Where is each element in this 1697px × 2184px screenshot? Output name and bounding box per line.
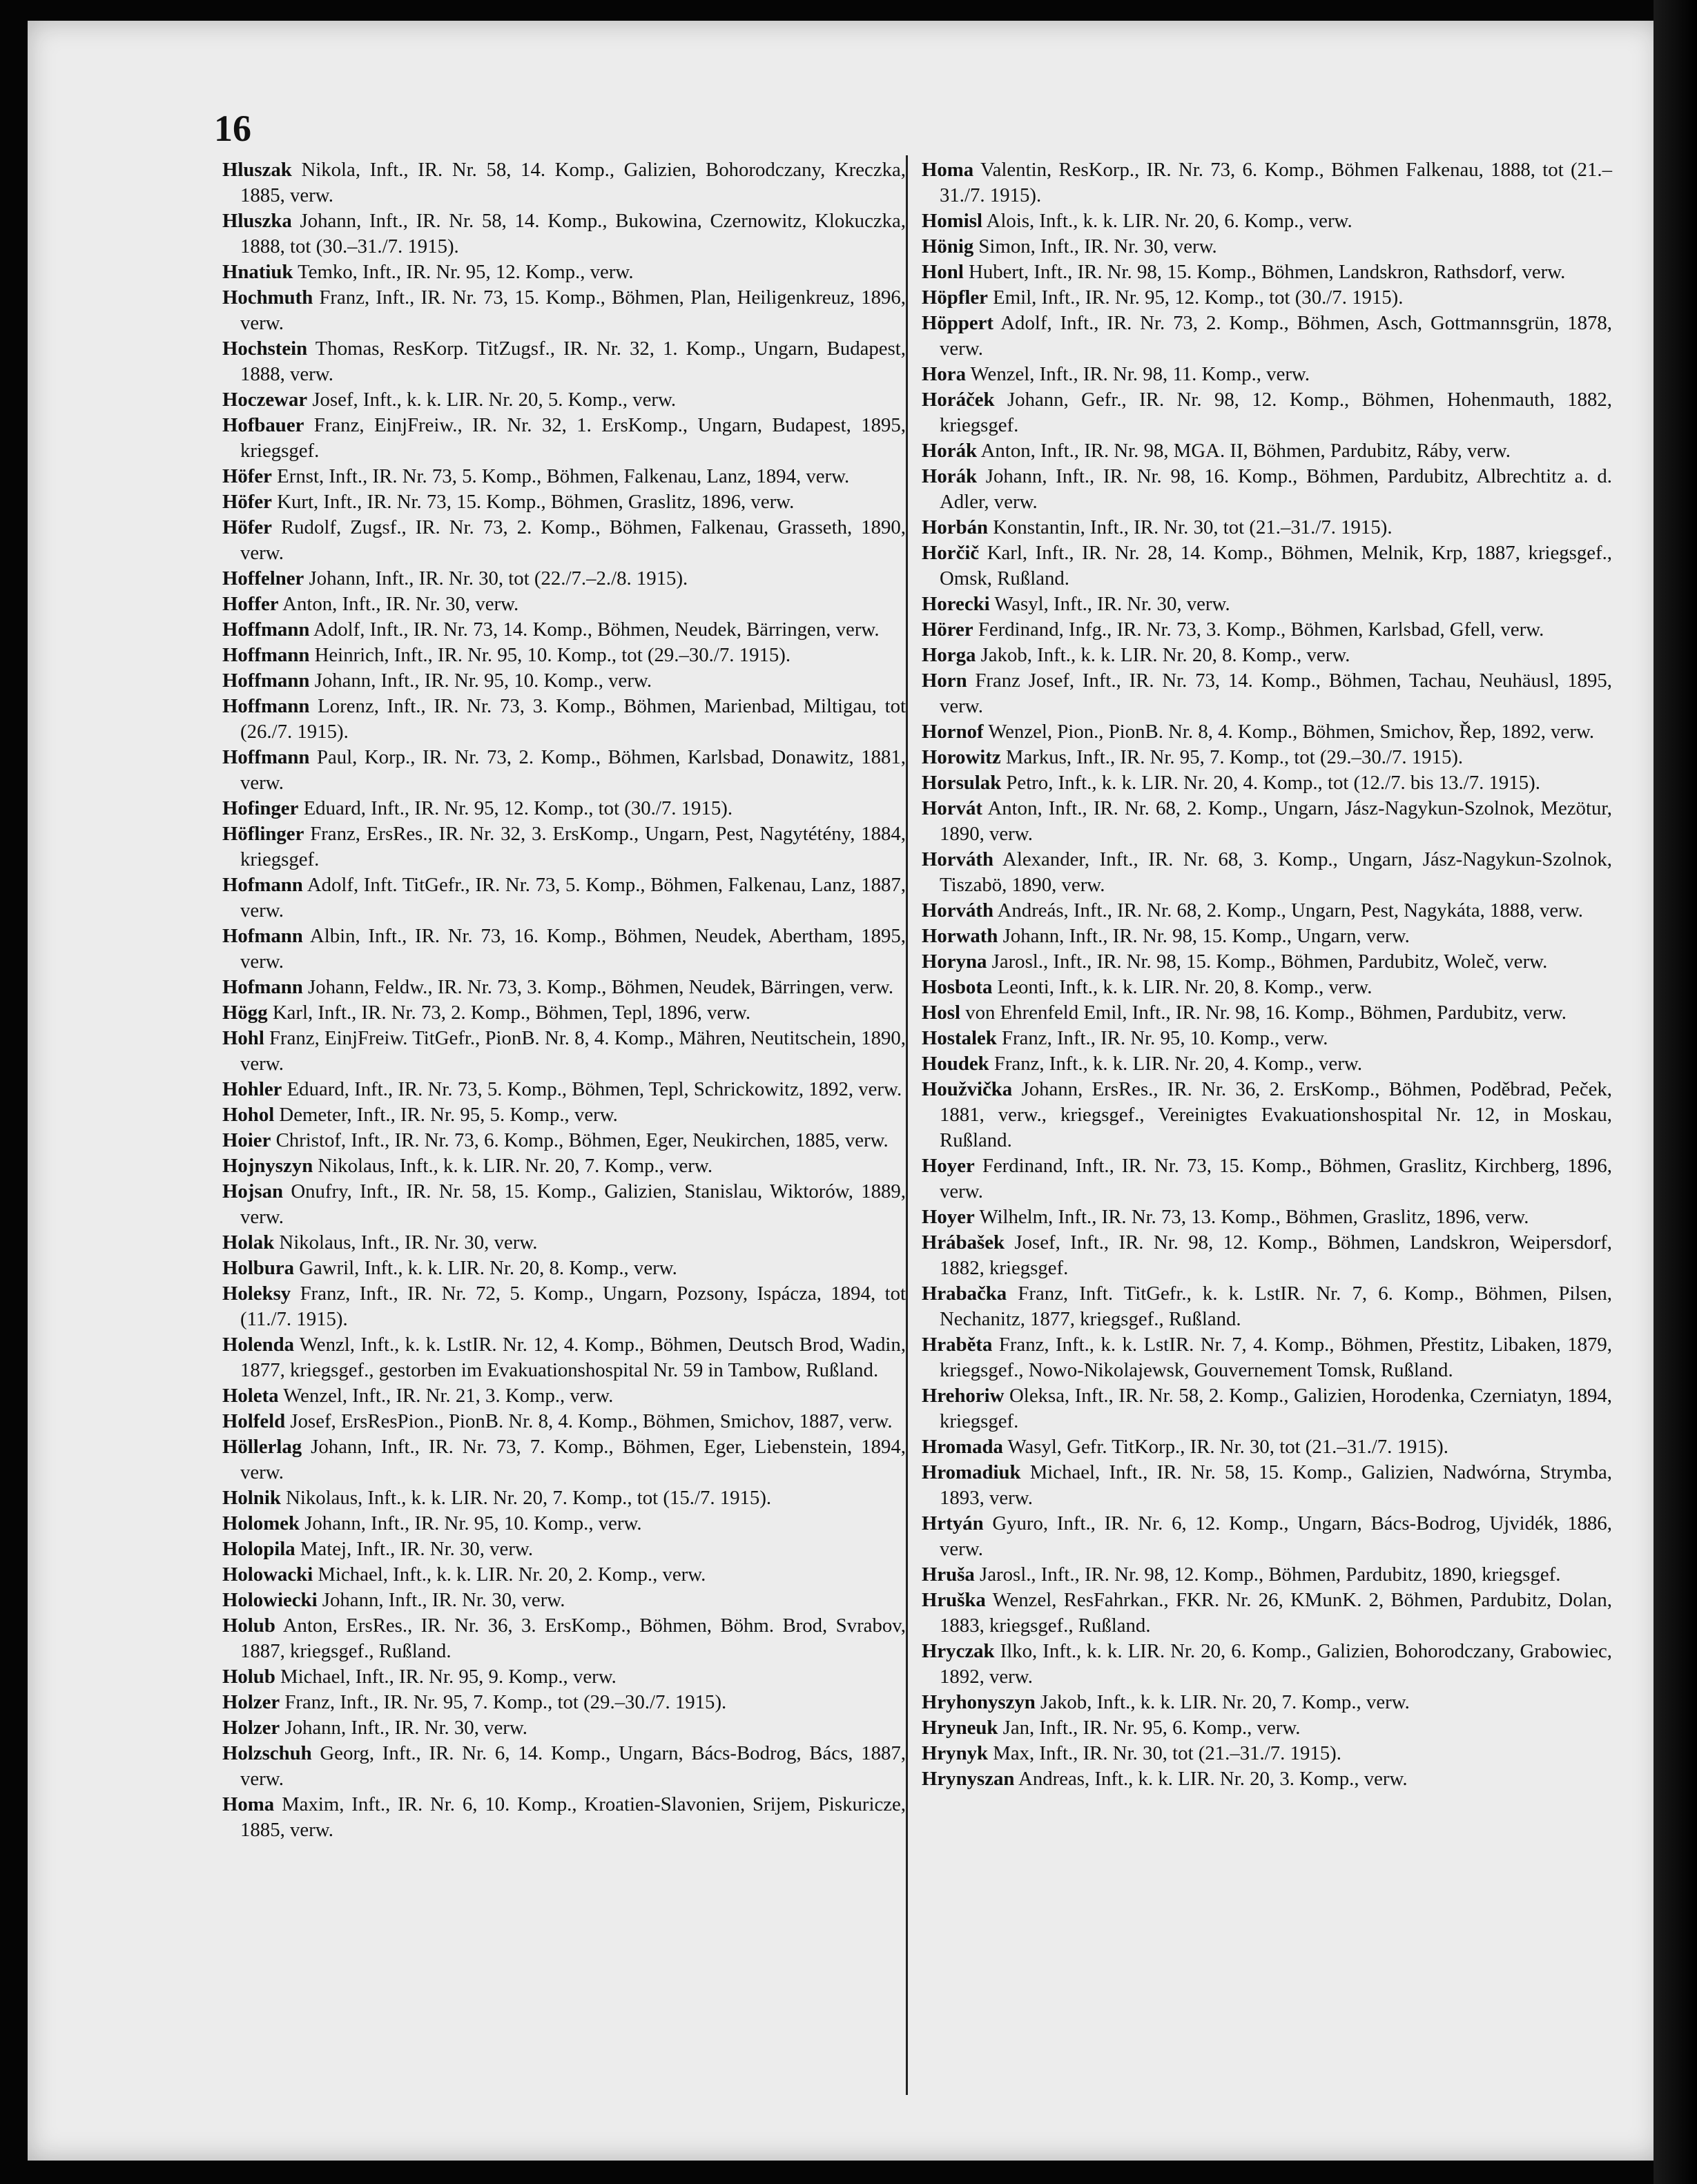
entry-surname: Holbura	[222, 1257, 295, 1279]
entry-details: Wasyl, Gefr. TitKorp., IR. Nr. 30, tot (21.–31./7. 1915).	[1007, 1436, 1448, 1458]
roster-entry	[922, 1460, 1612, 1511]
entry-surname: Horowitz	[922, 746, 1001, 768]
entry-details: Kurt, Inft., IR. Nr. 73, 15. Komp., Böhmen, Graslitz, 1896, verw.	[277, 491, 795, 513]
roster-entry	[922, 1051, 1612, 1077]
entry-surname: Horváth	[922, 848, 993, 870]
entry-details: Josef, Inft., IR. Nr. 98, 12. Komp., Böhmen, Landskron, Weipersdorf, 1882, kriegsgef.	[940, 1231, 1612, 1279]
entry-details: Alexander, Inft., IR. Nr. 68, 3. Komp., Ungarn, Jász-Nagykun-Szolnok, Tiszabö, 1890, verw.	[940, 848, 1612, 896]
roster-entry	[922, 1588, 1612, 1639]
roster-entry	[922, 1511, 1612, 1562]
entry-surname: Hruška	[922, 1589, 986, 1611]
roster-entry	[222, 1256, 906, 1281]
roster-entry	[922, 592, 1612, 617]
roster-entry	[222, 872, 906, 924]
entry-details: Rudolf, Zugsf., IR. Nr. 73, 2. Komp., Böhmen, Falkenau, Grasseth, 1890, verw.	[240, 516, 906, 564]
entry-details: Gawril, Inft., k. k. LIR. Nr. 20, 8. Komp., verw.	[299, 1257, 677, 1279]
entry-surname: Horvát	[922, 797, 982, 819]
entry-surname: Hostalek	[922, 1027, 997, 1049]
roster-entry	[922, 1332, 1612, 1383]
roster-entry	[922, 285, 1612, 311]
roster-entry	[922, 949, 1612, 975]
entry-details: Wenzel, Inft., IR. Nr. 98, 11. Komp., verw.	[970, 363, 1310, 385]
entry-surname: Holopila	[222, 1538, 295, 1560]
roster-entry	[922, 643, 1612, 668]
entry-details: Nikolaus, Inft., k. k. LIR. Nr. 20, 7. Komp., verw.	[318, 1155, 713, 1177]
roster-entry	[222, 821, 906, 872]
entry-details: Simon, Inft., IR. Nr. 30, verw.	[978, 235, 1217, 257]
entry-details: Emil, Inft., IR. Nr. 95, 12. Komp., tot (30./7. 1915).	[993, 286, 1404, 309]
entry-surname: Hrehoriw	[922, 1385, 1005, 1407]
entry-details: Franz, ErsRes., IR. Nr. 32, 3. ErsKomp., Ungarn, Pest, Nagytétény, 1884, kriegsgef.	[240, 823, 906, 870]
roster-entry	[922, 1434, 1612, 1460]
entry-details: von Ehrenfeld Emil, Inft., IR. Nr. 98, 16. Komp., Böhmen, Pardubitz, verw.	[965, 1002, 1567, 1024]
entry-details: Wenzel, ResFahrkan., FKR. Nr. 26, KMunK. 2, Böhmen, Pardubitz, Dolan, 1883, kriegsgef., Rußland.	[940, 1589, 1612, 1637]
entry-details: Johann, Inft., IR. Nr. 30, verw.	[322, 1589, 565, 1611]
roster-entry	[922, 387, 1612, 438]
roster-entry	[922, 668, 1612, 719]
roster-entry	[222, 1588, 906, 1613]
roster-entry	[222, 1128, 906, 1153]
roster-entry	[222, 1230, 906, 1256]
entry-surname: Hrábašek	[922, 1231, 1005, 1254]
entry-surname: Hoffmann	[222, 695, 310, 717]
entry-details: Nikolaus, Inft., k. k. LIR. Nr. 20, 7. Komp., tot (15./7. 1915).	[286, 1487, 772, 1509]
entry-details: Johann, Inft., IR. Nr. 58, 14. Komp., Bukowina, Czernowitz, Klokuczka, 1888, tot (30.–31./7. 1915).	[240, 210, 906, 257]
entry-details: Valentin, ResKorp., IR. Nr. 73, 6. Komp., Böhmen Falkenau, 1888, tot (21.–31./7. 1915).	[940, 159, 1612, 206]
roster-entry	[222, 1000, 906, 1026]
entry-details: Wenzel, Inft., IR. Nr. 21, 3. Komp., verw.	[283, 1385, 614, 1407]
roster-entry	[922, 208, 1612, 234]
roster-entry	[222, 1613, 906, 1664]
entry-details: Andreás, Inft., IR. Nr. 68, 2. Komp., Ungarn, Pest, Nagykáta, 1888, verw.	[997, 899, 1583, 922]
entry-surname: Hoffmann	[222, 644, 310, 666]
entry-details: Josef, Inft., k. k. LIR. Nr. 20, 5. Komp., verw.	[312, 389, 677, 411]
entry-details: Johann, ErsRes., IR. Nr. 36, 2. ErsKomp., Böhmen, Poděbrad, Peček, 1881, verw., kriegsgef., Vereinigtes Evakuationshospital Nr. 12, in Moskau, Rußland.	[940, 1078, 1612, 1151]
entry-details: Franz, Inft. TitGefr., k. k. LstIR. Nr. 7, 6. Komp., Böhmen, Pilsen, Nechanitz, 1877, kriegsgef., Rußland.	[940, 1283, 1612, 1330]
entry-surname: Hofinger	[222, 797, 299, 819]
roster-entry	[922, 540, 1612, 592]
roster-entry	[922, 1026, 1612, 1051]
entry-surname: Hoffer	[222, 593, 279, 615]
entry-surname: Hryhonyszyn	[922, 1691, 1036, 1713]
entry-details: Adolf, Inft. TitGefr., IR. Nr. 73, 5. Komp., Böhmen, Falkenau, Lanz, 1887, verw.	[240, 874, 906, 922]
entry-details: Jakob, Inft., k. k. LIR. Nr. 20, 8. Komp., verw.	[980, 644, 1350, 666]
roster-entry	[222, 975, 906, 1000]
entry-details: Ernst, Inft., IR. Nr. 73, 5. Komp., Böhmen, Falkenau, Lanz, 1894, verw.	[277, 465, 850, 487]
entry-details: Johann, Inft., IR. Nr. 98, 15. Komp., Ungarn, verw.	[1002, 925, 1410, 947]
column-divider	[906, 155, 908, 2095]
entry-surname: Hrabačka	[922, 1283, 1007, 1305]
entry-details: Jarosl., Inft., IR. Nr. 98, 12. Komp., Böhmen, Pardubitz, 1890, kriegsgef.	[980, 1563, 1561, 1586]
entry-details: Wasyl, Inft., IR. Nr. 30, verw.	[994, 593, 1230, 615]
entry-details: Temko, Inft., IR. Nr. 95, 12. Komp., verw.	[298, 261, 634, 283]
entry-details: Franz, Inft., IR. Nr. 72, 5. Komp., Ungarn, Pozsony, Ispácza, 1894, tot (11./7. 1915).	[240, 1283, 906, 1330]
roster-entry	[222, 668, 906, 694]
entry-details: Ferdinand, Infg., IR. Nr. 73, 3. Komp., Böhmen, Karlsbad, Gfell, verw.	[978, 618, 1544, 641]
entry-surname: Holenda	[222, 1334, 295, 1356]
entry-details: Wenzel, Pion., PionB. Nr. 8, 4. Komp., Böhmen, Smichov, Řep, 1892, verw.	[988, 721, 1595, 743]
roster-entry	[222, 260, 906, 285]
entry-surname: Hofmann	[222, 874, 303, 896]
entry-surname: Hryczak	[922, 1640, 995, 1662]
right-column	[922, 157, 1612, 1792]
roster-entry	[222, 515, 906, 566]
entry-details: Nikolaus, Inft., IR. Nr. 30, verw.	[279, 1231, 538, 1254]
entry-details: Paul, Korp., IR. Nr. 73, 2. Komp., Böhmen, Karlsbad, Donawitz, 1881, verw.	[240, 746, 906, 794]
roster-entry	[222, 413, 906, 464]
entry-details: Franz Josef, Inft., IR. Nr. 73, 14. Komp., Böhmen, Tachau, Neuhäusl, 1895, verw.	[940, 670, 1612, 717]
entry-details: Jakob, Inft., k. k. LIR. Nr. 20, 7. Komp., verw.	[1040, 1691, 1410, 1713]
roster-entry	[222, 336, 906, 387]
roster-entry	[922, 1715, 1612, 1741]
entry-surname: Holak	[222, 1231, 275, 1254]
entry-surname: Hornof	[922, 721, 984, 743]
entry-details: Jan, Inft., IR. Nr. 95, 6. Komp., verw.	[1002, 1717, 1301, 1739]
entry-details: Johann, Inft., IR. Nr. 73, 7. Komp., Böhmen, Eger, Liebenstein, 1894, verw.	[240, 1436, 906, 1483]
roster-entry	[922, 898, 1612, 924]
entry-surname: Horsulak	[922, 772, 1002, 794]
entry-details: Albin, Inft., IR. Nr. 73, 16. Komp., Böhmen, Neudek, Abertham, 1895, verw.	[240, 925, 906, 973]
entry-surname: Holeksy	[222, 1283, 291, 1305]
entry-details: Christof, Inft., IR. Nr. 73, 6. Komp., Böhmen, Eger, Neukirchen, 1885, verw.	[275, 1129, 889, 1151]
entry-surname: Holeta	[222, 1385, 279, 1407]
entry-details: Johann, Inft., IR. Nr. 95, 10. Komp., verw.	[304, 1512, 642, 1534]
roster-entry	[222, 1537, 906, 1562]
entry-details: Josef, ErsResPion., PionB. Nr. 8, 4. Komp., Böhmen, Smichov, 1887, verw.	[290, 1410, 893, 1432]
entry-surname: Hosl	[922, 1002, 961, 1024]
roster-entry	[222, 1179, 906, 1230]
roster-entry	[922, 1639, 1612, 1690]
entry-surname: Höfer	[222, 516, 272, 538]
entry-details: Eduard, Inft., IR. Nr. 73, 5. Komp., Böhmen, Tepl, Schrickowitz, 1892, verw.	[287, 1078, 902, 1100]
entry-details: Karl, Inft., IR. Nr. 28, 14. Komp., Böhmen, Melnik, Krp, 1887, kriegsgef., Omsk, Rußland.	[940, 542, 1612, 589]
entry-surname: Holzschuh	[222, 1742, 312, 1764]
entry-surname: Hrynyk	[922, 1742, 989, 1764]
entry-details: Hubert, Inft., IR. Nr. 98, 15. Komp., Böhmen, Landskron, Rathsdorf, verw.	[969, 261, 1566, 283]
entry-surname: Holfeld	[222, 1410, 286, 1432]
entry-surname: Hojsan	[222, 1180, 284, 1202]
roster-entry	[222, 1153, 906, 1179]
entry-details: Konstantin, Inft., IR. Nr. 30, tot (21.–31./7. 1915).	[993, 516, 1393, 538]
entry-surname: Höflinger	[222, 823, 304, 845]
roster-entry	[922, 1383, 1612, 1434]
roster-entry	[922, 1766, 1612, 1792]
roster-entry	[222, 489, 906, 515]
entry-details: Petro, Inft., k. k. LIR. Nr. 20, 4. Komp., tot (12./7. bis 13./7. 1915).	[1006, 772, 1540, 794]
entry-details: Demeter, Inft., IR. Nr. 95, 5. Komp., verw.	[279, 1104, 618, 1126]
entry-details: Franz, EinjFreiw., IR. Nr. 32, 1. ErsKomp., Ungarn, Budapest, 1895, kriegsgef.	[240, 414, 906, 462]
entry-surname: Horbán	[922, 516, 989, 538]
entry-surname: Horák	[922, 440, 977, 462]
roster-entry	[922, 1281, 1612, 1332]
roster-entry	[222, 1434, 906, 1485]
entry-surname: Horn	[922, 670, 967, 692]
roster-entry	[222, 796, 906, 821]
roster-entry	[222, 566, 906, 592]
entry-details: Franz, Inft., k. k. LIR. Nr. 20, 4. Komp., verw.	[993, 1053, 1363, 1075]
entry-surname: Holowiecki	[222, 1589, 318, 1611]
entry-surname: Horváth	[922, 899, 993, 922]
entry-details: Markus, Inft., IR. Nr. 95, 7. Komp., tot (29.–30./7. 1915).	[1005, 746, 1464, 768]
entry-surname: Hromadiuk	[922, 1461, 1021, 1483]
entry-surname: Horčič	[922, 542, 980, 564]
roster-entry	[922, 770, 1612, 796]
roster-entry	[222, 592, 906, 617]
roster-entry	[222, 285, 906, 336]
page-edge-shadow	[1654, 0, 1697, 2184]
entry-surname: Hraběta	[922, 1334, 993, 1356]
entry-surname: Hoczewar	[222, 389, 308, 411]
entry-details: Michael, Inft., IR. Nr. 95, 9. Komp., verw.	[280, 1666, 617, 1688]
entry-details: Franz, Inft., k. k. LstIR. Nr. 7, 4. Komp., Böhmen, Přestitz, Libaken, 1879, kriegsgef., Nowo-Nikolajewsk, Gouvernement Tomsk, Rußland.	[940, 1334, 1612, 1381]
entry-surname: Hoffmann	[222, 618, 310, 641]
entry-details: Michael, Inft., k. k. LIR. Nr. 20, 2. Komp., verw.	[318, 1563, 706, 1586]
roster-entry	[222, 387, 906, 413]
entry-details: Johann, Inft., IR. Nr. 95, 10. Komp., verw.	[314, 670, 652, 692]
entry-details: Maxim, Inft., IR. Nr. 6, 10. Komp., Kroatien-Slavonien, Srijem, Piskuricze, 1885, verw.	[240, 1793, 906, 1841]
roster-entry	[222, 1332, 906, 1383]
entry-surname: Hochstein	[222, 338, 308, 360]
roster-entry	[222, 694, 906, 745]
entry-surname: Horyna	[922, 950, 987, 973]
entry-details: Onufry, Inft., IR. Nr. 58, 15. Komp., Galizien, Stanislau, Wiktorów, 1889, verw.	[240, 1180, 906, 1228]
roster-entry	[222, 924, 906, 975]
entry-details: Johann, Inft., IR. Nr. 30, verw.	[284, 1717, 527, 1739]
entry-surname: Holub	[222, 1615, 275, 1637]
entry-surname: Höfer	[222, 491, 272, 513]
roster-entry	[922, 1000, 1612, 1026]
roster-entry	[922, 1741, 1612, 1766]
roster-entry	[922, 1205, 1612, 1230]
entry-surname: Houdek	[922, 1053, 989, 1075]
roster-entry	[222, 1664, 906, 1690]
entry-surname: Hojnyszyn	[222, 1155, 313, 1177]
roster-entry	[922, 719, 1612, 745]
roster-entry	[922, 1230, 1612, 1281]
entry-details: Adolf, Inft., IR. Nr. 73, 14. Komp., Böhmen, Neudek, Bärringen, verw.	[313, 618, 880, 641]
entry-surname: Hochmuth	[222, 286, 313, 309]
entry-surname: Holowacki	[222, 1563, 313, 1586]
roster-entry	[222, 1690, 906, 1715]
entry-surname: Hohler	[222, 1078, 282, 1100]
entry-surname: Hora	[922, 363, 966, 385]
entry-surname: Högg	[222, 1002, 268, 1024]
entry-details: Anton, Inft., IR. Nr. 30, verw.	[282, 593, 519, 615]
roster-entry	[222, 1741, 906, 1792]
roster-entry	[922, 617, 1612, 643]
entry-details: Gyuro, Inft., IR. Nr. 6, 12. Komp., Ungarn, Bács-Bodrog, Ujvidék, 1886, verw.	[940, 1512, 1612, 1560]
entry-surname: Homa	[922, 159, 974, 181]
entry-surname: Hohol	[222, 1104, 275, 1126]
roster-entry	[922, 260, 1612, 285]
entry-details: Johann, Feldw., IR. Nr. 73, 3. Komp., Böhmen, Neudek, Bärringen, verw.	[308, 976, 894, 998]
entry-surname: Hosbota	[922, 976, 993, 998]
roster-entry	[922, 1562, 1612, 1588]
entry-surname: Höppert	[922, 312, 993, 334]
entry-details: Anton, Inft., IR. Nr. 68, 2. Komp., Ungarn, Jász-Nagykun-Szolnok, Mezötur, 1890, verw.	[940, 797, 1612, 845]
entry-surname: Hofmann	[222, 976, 303, 998]
entry-surname: Horák	[922, 465, 977, 487]
entry-details: Alois, Inft., k. k. LIR. Nr. 20, 6. Komp., verw.	[986, 210, 1352, 232]
entry-details: Franz, Inft., IR. Nr. 95, 7. Komp., tot (29.–30./7. 1915).	[284, 1691, 727, 1713]
roster-entry	[222, 617, 906, 643]
entry-details: Lorenz, Inft., IR. Nr. 73, 3. Komp., Böhmen, Marienbad, Miltigau, tot (26./7. 1915).	[240, 695, 906, 743]
entry-surname: Hönig	[922, 235, 974, 257]
entry-surname: Homisl	[922, 210, 982, 232]
roster-entry	[222, 157, 906, 208]
roster-entry	[222, 643, 906, 668]
entry-surname: Horecki	[922, 593, 990, 615]
roster-entry	[222, 1383, 906, 1409]
entry-details: Franz, Inft., IR. Nr. 73, 15. Komp., Böhmen, Plan, Heiligenkreuz, 1896, verw.	[240, 286, 906, 334]
roster-entry	[222, 464, 906, 489]
roster-entry	[922, 438, 1612, 464]
entry-surname: Hnatiuk	[222, 261, 293, 283]
entry-details: Andreas, Inft., k. k. LIR. Nr. 20, 3. Komp., verw.	[1018, 1768, 1408, 1790]
entry-surname: Holomek	[222, 1512, 300, 1534]
entry-surname: Hoier	[222, 1129, 271, 1151]
entry-details: Nikola, Inft., IR. Nr. 58, 14. Komp., Galizien, Bohorodczany, Kreczka, 1885, verw.	[240, 159, 906, 206]
roster-entry	[222, 1281, 906, 1332]
entry-surname: Hofmann	[222, 925, 303, 947]
roster-entry	[222, 1077, 906, 1102]
roster-entry	[222, 1485, 906, 1511]
left-column	[222, 157, 906, 1843]
entry-surname: Hoffmann	[222, 670, 310, 692]
entry-surname: Holzer	[222, 1717, 280, 1739]
entry-details: Franz, EinjFreiw. TitGefr., PionB. Nr. 8, 4. Komp., Mähren, Neutitschein, 1890, verw.	[240, 1027, 906, 1075]
entry-surname: Hoffelner	[222, 567, 304, 589]
entry-details: Ilko, Inft., k. k. LIR. Nr. 20, 6. Komp., Galizien, Bohorodczany, Grabowiec, 1892, verw.	[940, 1640, 1613, 1688]
entry-details: Ferdinand, Inft., IR. Nr. 73, 15. Komp., Böhmen, Graslitz, Kirchberg, 1896, verw.	[940, 1155, 1613, 1202]
roster-entry	[922, 362, 1612, 387]
roster-entry	[222, 1026, 906, 1077]
roster-entry	[222, 1511, 906, 1537]
entry-surname: Hruša	[922, 1563, 975, 1586]
entry-details: Anton, ErsRes., IR. Nr. 36, 3. ErsKomp., Böhmen, Böhm. Brod, Svrabov, 1887, kriegsgef., Rußland.	[240, 1615, 906, 1662]
entry-surname: Horáček	[922, 389, 995, 411]
roster-entry	[222, 1715, 906, 1741]
entry-surname: Hrynyszan	[922, 1768, 1015, 1790]
entry-surname: Honl	[922, 261, 964, 283]
roster-entry	[922, 924, 1612, 949]
entry-details: Jarosl., Inft., IR. Nr. 98, 15. Komp., Böhmen, Pardubitz, Woleč, verw.	[991, 950, 1548, 973]
entry-details: Johann, Gefr., IR. Nr. 98, 12. Komp., Böhmen, Hohenmauth, 1882, kriegsgef.	[940, 389, 1612, 436]
entry-details: Wilhelm, Inft., IR. Nr. 73, 13. Komp., Böhmen, Graslitz, 1896, verw.	[979, 1206, 1529, 1228]
entry-details: Leonti, Inft., k. k. LIR. Nr. 20, 8. Komp., verw.	[997, 976, 1373, 998]
entry-surname: Hoyer	[922, 1206, 975, 1228]
roster-entry	[222, 745, 906, 796]
roster-entry	[222, 1102, 906, 1128]
entry-surname: Holnik	[222, 1487, 281, 1509]
entry-details: Michael, Inft., IR. Nr. 58, 15. Komp., Galizien, Nadwórna, Strymba, 1893, verw.	[940, 1461, 1613, 1509]
roster-entry	[922, 745, 1612, 770]
entry-surname: Hohl	[222, 1027, 264, 1049]
roster-entry	[922, 464, 1612, 515]
entry-details: Adolf, Inft., IR. Nr. 73, 2. Komp., Böhmen, Asch, Gottmannsgrün, 1878, verw.	[940, 312, 1612, 360]
roster-entry	[922, 975, 1612, 1000]
entry-surname: Holub	[222, 1666, 275, 1688]
entry-surname: Houžvička	[922, 1078, 1013, 1100]
roster-entry	[922, 796, 1612, 847]
entry-surname: Homa	[222, 1793, 275, 1815]
entry-surname: Hluszka	[222, 210, 292, 232]
roster-entry	[222, 1792, 906, 1843]
roster-entry	[922, 157, 1612, 208]
entry-surname: Hrtyán	[922, 1512, 984, 1534]
roster-entry	[922, 515, 1612, 540]
entry-details: Anton, Inft., IR. Nr. 98, MGA. II, Böhmen, Pardubitz, Ráby, verw.	[980, 440, 1511, 462]
roster-entry	[922, 1153, 1612, 1205]
entry-surname: Höpfler	[922, 286, 988, 309]
entry-details: Franz, Inft., IR. Nr. 95, 10. Komp., verw.	[1002, 1027, 1328, 1049]
entry-details: Georg, Inft., IR. Nr. 6, 14. Komp., Ungarn, Bács-Bodrog, Bács, 1887, verw.	[240, 1742, 906, 1790]
roster-entry	[222, 1562, 906, 1588]
entry-surname: Hromada	[922, 1436, 1003, 1458]
roster-entry	[922, 847, 1612, 898]
page-number: 16	[214, 108, 251, 149]
entry-surname: Hoyer	[922, 1155, 975, 1177]
roster-entry	[922, 1077, 1612, 1153]
roster-entry	[922, 311, 1612, 362]
entry-surname: Höllerlag	[222, 1436, 302, 1458]
entry-surname: Holzer	[222, 1691, 280, 1713]
roster-entry	[222, 1409, 906, 1434]
entry-details: Matej, Inft., IR. Nr. 30, verw.	[300, 1538, 534, 1560]
entry-surname: Hörer	[922, 618, 973, 641]
entry-details: Oleksa, Inft., IR. Nr. 58, 2. Komp., Galizien, Horodenka, Czerniatyn, 1894, kriegsgef.	[940, 1385, 1613, 1432]
roster-entry	[922, 234, 1612, 260]
entry-surname: Hoffmann	[222, 746, 310, 768]
roster-entry	[922, 1690, 1612, 1715]
roster-entry	[222, 208, 906, 260]
entry-details: Karl, Inft., IR. Nr. 73, 2. Komp., Böhmen, Tepl, 1896, verw.	[272, 1002, 751, 1024]
entry-details: Eduard, Inft., IR. Nr. 95, 12. Komp., tot (30./7. 1915).	[303, 797, 733, 819]
entry-details: Thomas, ResKorp. TitZugsf., IR. Nr. 32, 1. Komp., Ungarn, Budapest, 1888, verw.	[240, 338, 906, 385]
entry-details: Johann, Inft., IR. Nr. 30, tot (22./7.–2./8. 1915).	[309, 567, 688, 589]
entry-details: Max, Inft., IR. Nr. 30, tot (21.–31./7. 1915).	[993, 1742, 1341, 1764]
entry-surname: Höfer	[222, 465, 272, 487]
entry-details: Wenzl, Inft., k. k. LstIR. Nr. 12, 4. Komp., Böhmen, Deutsch Brod, Wadin, 1877, kriegsgef., gestorben im Evakuationshospital Nr. 59 in Tambow, Rußland.	[240, 1334, 906, 1381]
entry-details: Johann, Inft., IR. Nr. 98, 16. Komp., Böhmen, Pardubitz, Albrechtitz a. d. Adler, verw.	[940, 465, 1612, 513]
entry-details: Heinrich, Inft., IR. Nr. 95, 10. Komp., tot (29.–30./7. 1915).	[314, 644, 791, 666]
entry-surname: Hryneuk	[922, 1717, 998, 1739]
entry-surname: Horwath	[922, 925, 998, 947]
entry-surname: Horga	[922, 644, 976, 666]
entry-surname: Hluszak	[222, 159, 292, 181]
entry-surname: Hofbauer	[222, 414, 304, 436]
